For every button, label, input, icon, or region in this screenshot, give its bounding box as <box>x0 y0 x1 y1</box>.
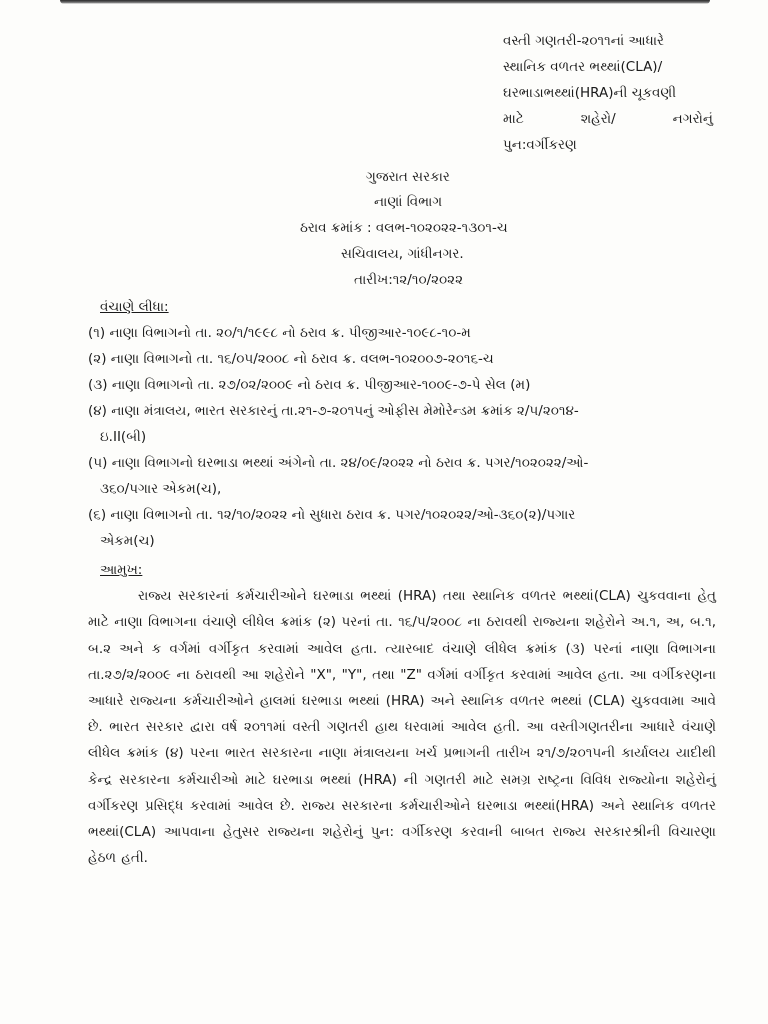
reference-text: (૬) નાણા વિભાગનો તા. ૧૨/૧૦/૨૦૨૨ નો સુધારા ઠરાવ ક્ર. પગર/૧૦૨૦૨૨/ઓ-૩૬૦(૨)/પગાર <box>88 507 576 523</box>
reference-text: (૧) નાણા વિભાગનો તા. ૨૦/૧/૧૯૯૮ નો ઠરાવ ક્ર. પીજીઆર-૧૦૯૮-૧૦-મ <box>88 325 471 341</box>
reference-item <box>88 320 718 346</box>
subject-line-2: સ્થાનિક વળતર ભથ્થાં(CLA)/ <box>503 59 663 75</box>
department-name: નાણાં વિભાગ <box>374 194 443 210</box>
subject-line-5: પુન:વર્ગીકરણ <box>503 137 577 153</box>
reference-item <box>88 450 718 502</box>
government-name: ગુજરાત સરકાર <box>366 169 450 185</box>
preamble-title: આમુખ: <box>100 562 143 578</box>
subject-line-1: વસ્તી ગણતરી-૨૦૧૧નાં આધારે <box>503 33 664 49</box>
reference-item <box>88 502 718 554</box>
reference-text: (૫) નાણા વિભાગનો ઘરભાડા ભથ્થાં અંગેનો તા. ૨૪/૦૯/૨૦૨૨ નો ઠરાવ ક્ર. પગર/૧૦૨૦૨૨/ઓ- <box>88 455 589 471</box>
subject-line-4-word-2: શહેરો/ <box>580 111 616 127</box>
reference-continuation: ઇ.II(બી) <box>100 429 147 445</box>
reference-continuation: એકમ(ચ) <box>100 533 155 549</box>
reference-item <box>88 346 718 372</box>
subject-line-3: ઘરભાડાભથ્થાં(HRA)ની ચૂકવણી <box>503 85 677 101</box>
references-title: વંચાણે લીધા: <box>100 299 169 315</box>
reference-continuation: ૩૬૦/પગાર એકમ(ચ), <box>100 481 222 497</box>
subject-line-4 <box>503 106 713 132</box>
subject-line-4-word-1: માટે <box>503 111 524 127</box>
resolution-date: તારીખ:૧૨/૧૦/૨૦૨૨ <box>354 272 464 288</box>
reference-item <box>88 398 718 450</box>
reference-item <box>88 372 718 398</box>
reference-text: (૩) નાણા વિભાગનો તા. ૨૭/૦૨/૨૦૦૯ નો ઠરાવ ક્ર. પીજીઆર-૧૦૦૯-૭-પે સેલ (મ) <box>88 377 531 393</box>
references-section <box>88 294 718 554</box>
reference-text: (૨) નાણા વિભાગનો તા. ૧૬/૦૫/૨૦૦૮ નો ઠરાવ ક્ર. વલભ-૧૦૨૦૦૭-૨૦૧૬-ચ <box>88 351 494 367</box>
place: સચિવાલય, ગાંધીનગર. <box>341 246 464 262</box>
resolution-number: ઠરાવ ક્રમાંક : વલભ-૧૦૨૦૨૨-૧૩૦૧-ચ <box>300 220 508 236</box>
preamble-paragraph: રાજ્ય સરકારનાં કર્મચારીઓને ઘરભાડા ભથ્થાં (HRA) તથા સ્થાનિક વળતર ભથ્થાં(CLA) ચુકવવાના હેતુ માટે નાણા વિભાગના વંચાણે લીધેલ ક્રમાંક (૨) પરનાં તા. ૧૬/૫/૨૦૦૮ ના ઠરાવથી રાજ્યના શહેરોને અ.૧, અ, બ.૧, બ.૨ અને ક વર્ગમાં વર્ગીકૃત કરવામાં આવેલ હતા. ત્યારબાદ વંચાણે લીધેલ ક્રમાંક (૩) પરનાં નાણા વિભાગના તા.૨૭/૨/૨૦૦૯ ના ઠરાવથી આ શહેરોને "X", "Y", તથા "Z" વર્ગમાં વર્ગીકૃત કરવામાં આવેલ હતા. આ વર્ગીકરણના આધારે રાજ્યના કર્મચારીઓને હાલમાં ઘરભાડા ભથ્થાં (HRA) અને સ્થાનિક વળતર ભથ્થાં (CLA) ચુકવવામા આવે છે. ભારત સરકાર દ્વારા વર્ષ ૨૦૧૧માં વસ્તી ગણતરી હાથ ધરવામાં આવેલ હતી. આ વસ્તીગણતરીના આધારે વંચાણે લીધેલ ક્રમાંક (૪) પરના ભારત સરકારના નાણા મંત્રાલયના ખર્ચ પ્રભાગની તારીખ ૨૧/૭/૨૦૧૫ની કાર્યાલય યાદીથી કેન્દ્ર સરકારના કર્મચારીઓ માટે ઘરભાડા ભથ્થાં (HRA) ની ગણતરી માટે સમગ્ર રાષ્ટ્રના વિવિધ રાજ્યોના શહેરોનું વર્ગીકરણ પ્રસિદ્ધ કરવામાં આવેલ છે. રાજ્ય સરકારના કર્મચારીઓને ઘરભાડા ભથ્થાં(HRA) અને સ્થાનિક વળતર ભથ્થાં(CLA) આપવાના હેતુસર રાજ્યના શહેરોનું પુન: વર્ગીકરણ કરવાની બાબત રાજ્ય સરકારશ્રીની વિચારણા હેઠળ હતી. <box>88 588 716 867</box>
preamble-section <box>88 557 716 871</box>
subject-block <box>503 28 713 158</box>
page-top-edge-shadow <box>60 0 710 4</box>
reference-text: (૪) નાણા મંત્રાલય, ભારત સરકારનું તા.૨૧-૭-૨૦૧૫નું ઓફીસ મેમોરેન્ડમ ક્રમાંક ૨/૫/૨૦૧૪- <box>88 403 579 419</box>
subject-line-4-word-3: નગરોનું <box>672 111 713 127</box>
